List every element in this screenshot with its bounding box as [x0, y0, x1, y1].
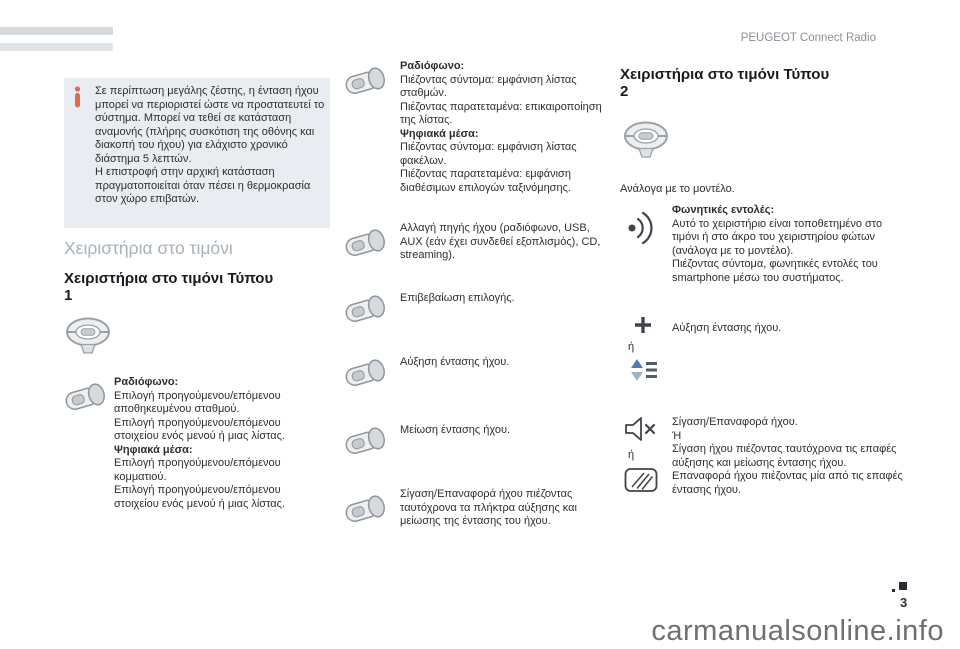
subsection-title-type1: Χειριστήρια στο τιμόνι Τύπου 1	[64, 270, 274, 304]
watermark: carmanualsonline.info	[651, 615, 944, 647]
text-line: Επιβεβαίωση επιλογής.	[400, 292, 515, 304]
control-entry-scroll	[64, 376, 330, 511]
control-entry-mute	[344, 488, 610, 529]
or-label: ή	[628, 341, 635, 353]
text-line: Αυτό το χειριστήριο είναι τοποθετημένο στο τιμόνι ή στο άκρο του χειριστηρίου φώτων (ανάλογα με το μοντέλο).	[672, 217, 883, 257]
steering-wheel-type2-icon	[622, 120, 670, 165]
voice-command-icon	[624, 208, 658, 253]
control-entry-confirm	[344, 288, 610, 306]
text-line: Σε περίπτωση μεγάλης ζέστης, η ένταση ήχου μπορεί να περιοριστεί ώστε να προστατευτεί το σύστημα. Μπορεί να τεθεί σε κατάσταση αναμονής (πλήρης συσκότιση της οθόνης και διακοπή του ήχου) για ελάχιστο χρονικό διάστημα 5 λεπτών.	[95, 85, 325, 165]
or-label: ή	[628, 449, 635, 461]
text-line: Πιέζοντας σύντομα: εμφάνιση λίστας φακέλων.	[400, 141, 577, 167]
control-description	[114, 376, 314, 511]
stalk-source-button-icon	[344, 222, 388, 269]
volume-plus-icon	[634, 316, 652, 339]
info-icon	[73, 86, 82, 113]
control-description	[400, 60, 612, 195]
control-description	[672, 416, 904, 497]
page-number: 3	[900, 595, 908, 610]
control-description	[400, 352, 612, 370]
stalk-volume-down-button-icon	[344, 420, 388, 467]
text-line: Σίγαση ήχου πιέζοντας ταυτόχρονα τις επαφές αύξησης και μείωσης έντασης ήχου.	[672, 443, 897, 469]
control-entry-list	[344, 60, 610, 195]
stalk-volume-up-button-icon	[344, 352, 388, 399]
control-description	[400, 488, 612, 529]
text-line: Επαναφορά ήχου πιέζοντας μία από τις επαφές έντασης ήχου.	[672, 470, 903, 496]
info-text	[95, 85, 327, 207]
text-line: Επιλογή προηγούμενου/επόμενου αποθηκευμένου σταθμού.	[114, 389, 281, 415]
text-line: Μείωση έντασης ήχου.	[400, 424, 511, 436]
page-header-title: PEUGEOT Connect Radio	[740, 32, 876, 44]
control-description	[400, 222, 612, 263]
decor-stripe-1	[0, 27, 113, 35]
stalk-scroll-control-icon	[64, 376, 108, 423]
decor-stripe-2	[0, 43, 113, 51]
control-entry-source	[344, 222, 610, 263]
text-line: Αλλαγή πηγής ήχου (ραδιόφωνο, USB, AUX (εάν έχει συνδεθεί εξοπλισμός), CD, streaming).	[400, 222, 601, 261]
text-line: Ραδιόφωνο:	[400, 60, 465, 72]
stalk-list-button-icon	[344, 60, 388, 107]
stalk-mute-buttons-icon	[344, 488, 388, 535]
text-line: Ή	[672, 429, 682, 442]
control-description	[400, 288, 612, 306]
text-line: Ραδιόφωνο:	[114, 376, 179, 388]
mute-speaker-icon	[624, 414, 658, 449]
control-description	[672, 322, 904, 336]
text-line: Αύξηση έντασης ήχου.	[672, 322, 782, 334]
text-line: Πιέζοντας παρατεταμένα: εμφάνιση διαθέσιμων επιλογών ταξινόμησης.	[400, 168, 571, 194]
text-line: Πιέζοντας παρατεταμένα: επικαιροποίηση της λίστας.	[400, 100, 602, 126]
control-entry-volume-up	[344, 352, 610, 370]
volume-rocker-icon	[628, 357, 658, 388]
text-line: Φωνητικές εντολές:	[672, 204, 775, 216]
text-line: Πιέζοντας σύντομα: εμφάνιση λίστας σταθμών.	[400, 73, 577, 99]
subsection-title-type2: Χειριστήρια στο τιμόνι Τύπου 2	[620, 66, 830, 100]
text-line: Σίγαση/Επαναφορά ήχου πιέζοντας ταυτόχρονα τα πλήκτρα αύξησης και μείωσης της έντασης του ήχου.	[400, 488, 577, 527]
control-description	[672, 204, 904, 285]
control-entry-volume-down	[344, 420, 610, 438]
text-line: Επιλογή προηγούμενου/επόμενου στοιχείου ενός μενού ή μιας λίστας.	[114, 416, 285, 442]
steering-wheel-type1-icon	[64, 316, 112, 361]
speaker-grille-icon	[624, 466, 658, 499]
stalk-ok-button-icon	[344, 288, 388, 335]
info-box	[64, 78, 330, 228]
text-line: Πιέζοντας σύντομα, φωνητικές εντολές του smartphone μέσω του συστήματος.	[672, 258, 878, 284]
text-line: Αύξηση έντασης ήχου.	[400, 356, 510, 368]
text-line: Ψηφιακά μέσα:	[114, 443, 193, 456]
section-title-steering-controls: Χειριστήρια στο τιμόνι	[64, 238, 233, 258]
chapter-marker	[899, 582, 907, 590]
text-line: Ψηφιακά μέσα:	[400, 127, 479, 140]
text-line: Σίγαση/Επαναφορά ήχου.	[672, 416, 798, 428]
model-note: Ανάλογα με το μοντέλο.	[620, 183, 735, 195]
text-line: Επιλογή προηγούμενου/επόμενου κομματιού.	[114, 457, 281, 483]
control-description	[400, 420, 612, 438]
text-line: Η επιστροφή στην αρχική κατάσταση πραγματοποιείται όταν πέσει η θερμοκρασία στον χώρο επιβατών.	[95, 166, 311, 205]
control-entry-voice	[620, 204, 906, 285]
text-line: Επιλογή προηγούμενου/επόμενου στοιχείου ενός μενού ή μιας λίστας.	[114, 484, 285, 510]
chapter-marker-dot	[892, 589, 895, 592]
